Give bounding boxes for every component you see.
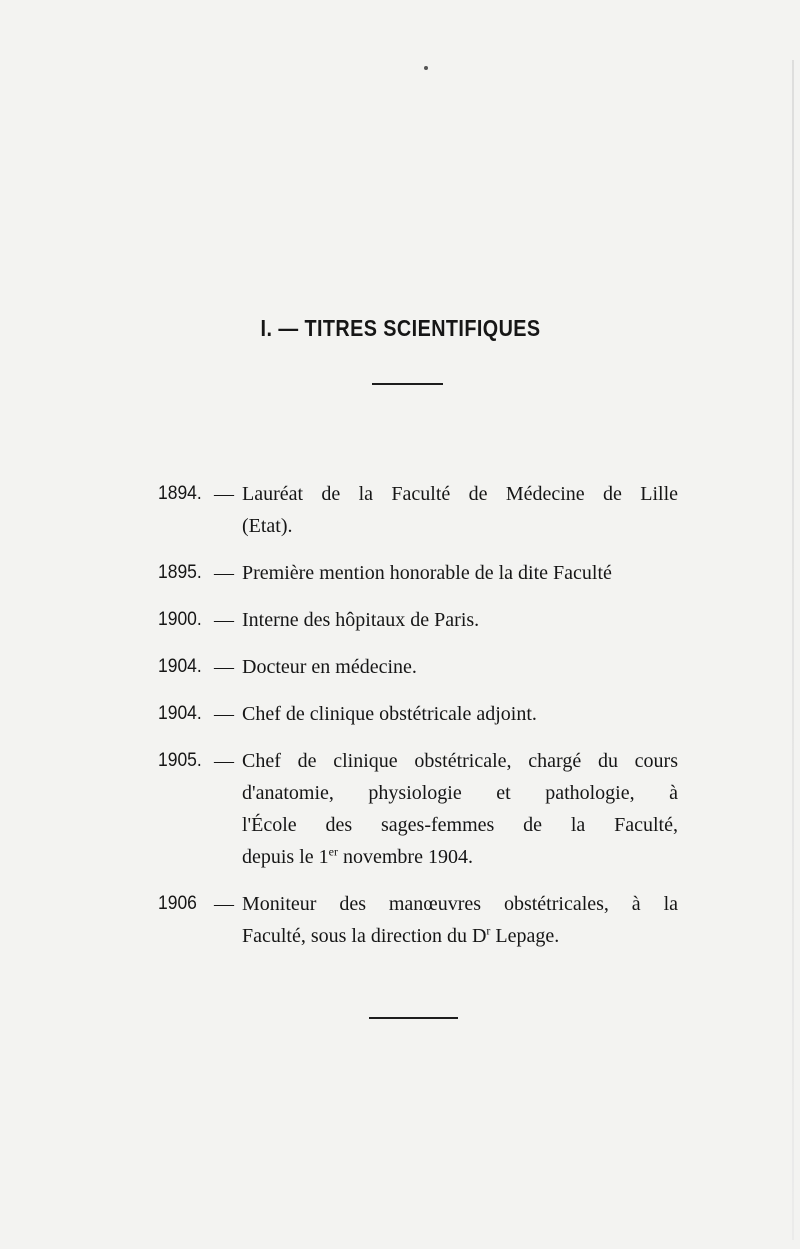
- entry-line-after: Lepage.: [490, 925, 560, 947]
- entry-1904-a: [158, 651, 678, 683]
- entry-line-before: Faculté, sous la direction du D: [242, 925, 487, 947]
- entry-line-before: depuis le 1: [242, 846, 329, 868]
- entry-line: Première mention honorable de la dite Faculté: [242, 562, 612, 584]
- entry-line: Interne des hôpitaux de Paris.: [242, 609, 480, 631]
- entry-1895: [158, 557, 678, 589]
- entry-text: [242, 651, 678, 683]
- entry-year: 1905.: [158, 750, 202, 771]
- entry-year: 1894.: [158, 483, 202, 504]
- entry-line: Docteur en médecine.: [242, 656, 417, 678]
- page-edge-shadow: [792, 60, 794, 1240]
- entry-year: 1895.: [158, 562, 202, 583]
- entry-year: 1906: [158, 893, 197, 914]
- entry-line: d'anatomie, physiologie et pathologie, à: [242, 782, 678, 804]
- section-heading: I. — TITRES SCIENTIFIQUES: [260, 315, 541, 341]
- entry-1905: [158, 745, 678, 873]
- closing-rule: [369, 1017, 458, 1019]
- entry-text: [242, 888, 678, 952]
- entry-line: Chef de clinique obstétricale, chargé du cours: [242, 750, 678, 772]
- entry-dash: —: [214, 483, 234, 505]
- heading-rule: [372, 383, 443, 385]
- entry-year: 1900.: [158, 609, 202, 630]
- entry-dash: —: [214, 656, 234, 678]
- entry-line: (Etat).: [242, 515, 293, 537]
- entry-1894: [158, 478, 678, 542]
- entry-dash: —: [214, 562, 234, 584]
- entry-year: 1904.: [158, 703, 202, 724]
- entry-text: [242, 745, 678, 873]
- entry-text: [242, 698, 678, 730]
- entry-text: [242, 478, 678, 542]
- entry-line: l'École des sages-femmes de la Faculté,: [242, 814, 678, 836]
- entry-line: Chef de clinique obstétricale adjoint.: [242, 703, 537, 725]
- entry-line: Lauréat de la Faculté de Médecine de Lille: [242, 483, 678, 505]
- entry-dash: —: [214, 703, 234, 725]
- entry-1904-b: [158, 698, 678, 730]
- ordinal-superscript: er: [328, 844, 338, 859]
- print-speck: [424, 66, 428, 70]
- entries-list: [158, 478, 678, 952]
- entry-text: [242, 604, 678, 636]
- entry-line: [242, 841, 678, 873]
- entry-dash: —: [214, 750, 234, 772]
- entry-dash: —: [214, 893, 234, 915]
- entry-year: 1904.: [158, 656, 202, 677]
- entry-line-after: novembre 1904.: [337, 846, 473, 868]
- entry-text: [242, 557, 678, 589]
- title-superscript: r: [486, 923, 491, 938]
- entry-line: [242, 920, 678, 952]
- entry-1900: [158, 604, 678, 636]
- entry-dash: —: [214, 609, 234, 631]
- entry-1906: [158, 888, 678, 952]
- entry-line: Moniteur des manœuvres obstétricales, à la: [242, 893, 678, 915]
